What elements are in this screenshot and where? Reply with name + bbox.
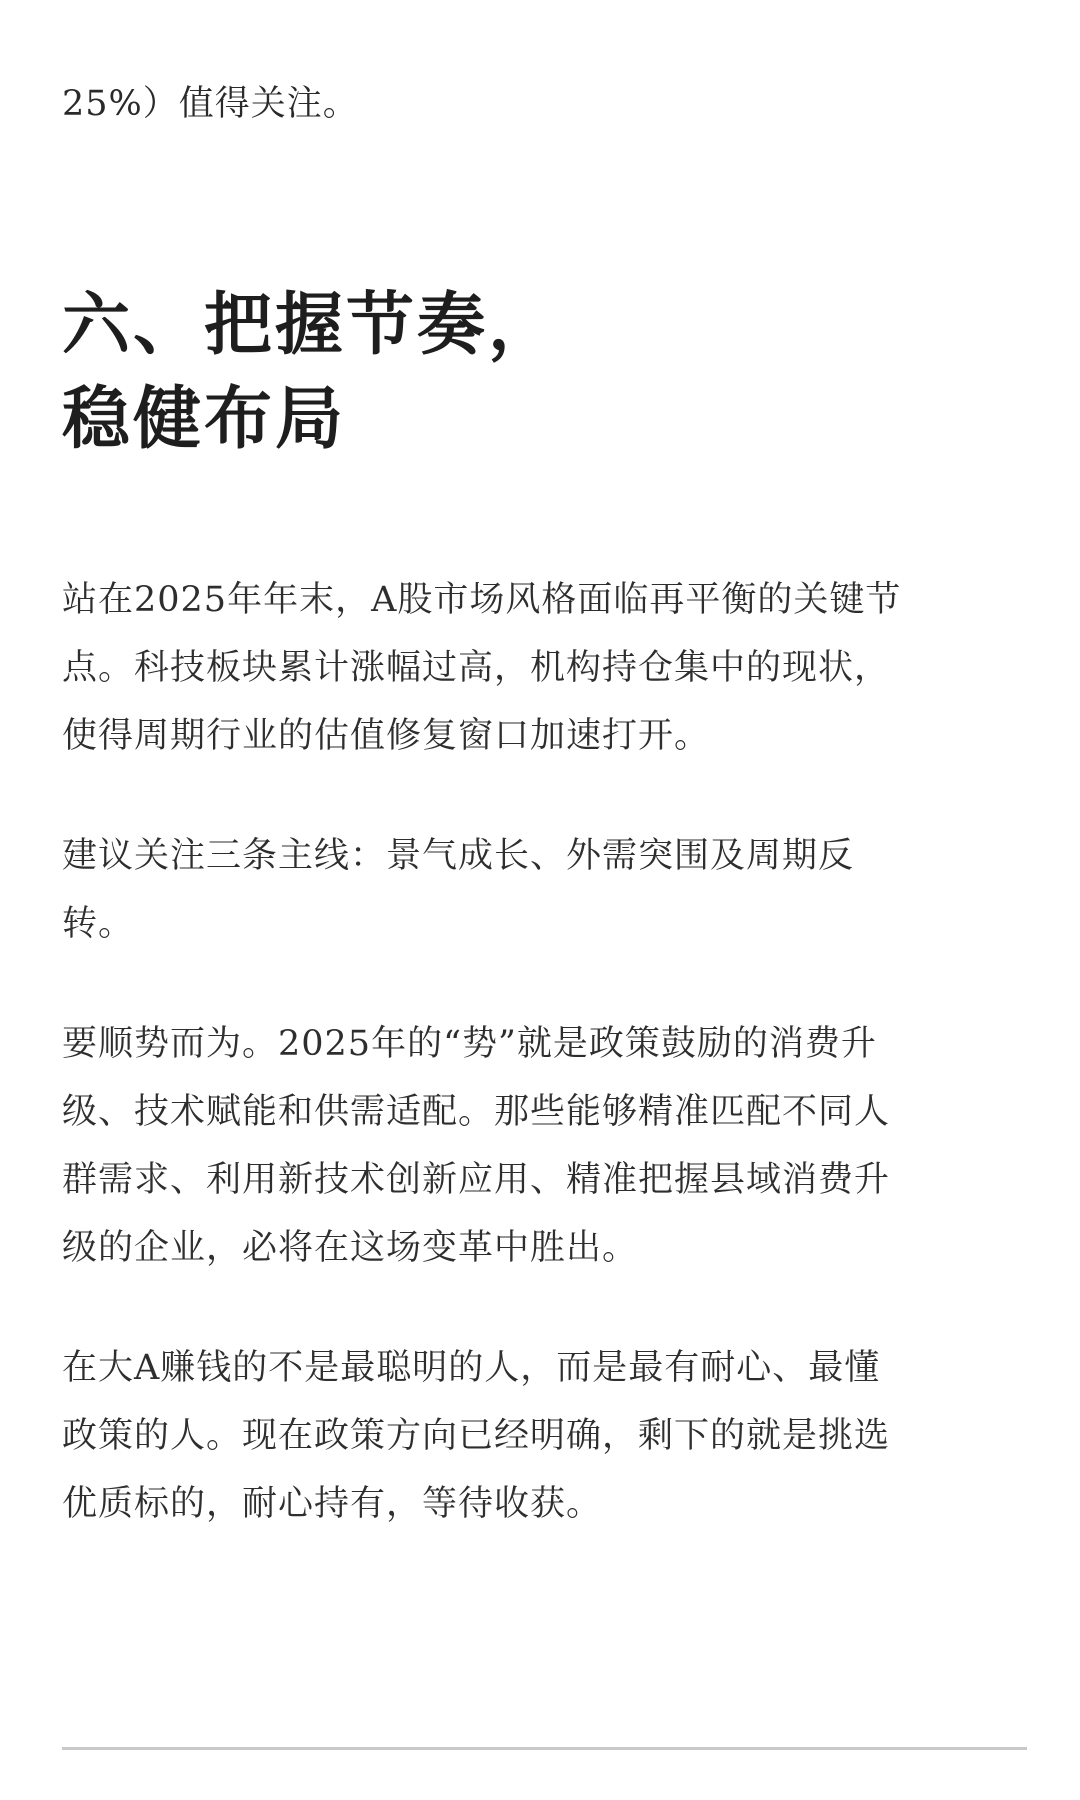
paragraph-line: 转。 [62,904,135,944]
lead-text: 25%）值得关注。 [62,84,359,124]
paragraph-patience [62,1334,890,1538]
paragraph-main-lines [62,822,854,958]
paragraph-line: 使得周期行业的估值修复窗口加速打开。 [62,716,711,756]
paragraph-line: 优质标的，耐心持有，等待收获。 [62,1484,603,1524]
section-heading-line: 稳健布局 [62,379,347,459]
paragraph-line: 在大A赚钱的不是最聪明的人，而是最有耐心、最懂 [62,1348,881,1388]
section-heading [62,278,559,466]
paragraph-line: 级的企业，必将在这场变革中胜出。 [62,1228,639,1268]
paragraph-line: 级、技术赋能和供需适配。那些能够精准匹配不同人 [62,1092,891,1132]
footer-divider [62,1747,1027,1750]
paragraph-market-style [62,566,901,770]
paragraph-line: 建议关注三条主线：景气成长、外需突围及周期反 [62,836,855,876]
paragraph-follow-trend [62,1010,890,1282]
section-heading-line: 六、把握节奏， [62,285,560,365]
paragraph-line: 站在2025年年末，A股市场风格面临再平衡的关键节 [62,580,902,620]
paragraph-line: 政策的人。现在政策方向已经明确，剩下的就是挑选 [62,1416,891,1456]
paragraph-line: 点。科技板块累计涨幅过高，机构持仓集中的现状， [62,648,891,688]
paragraph-line: 要顺势而为。2025年的“势”就是政策鼓励的消费升 [62,1024,877,1064]
paragraph-line: 群需求、利用新技术创新应用、精准把握县域消费升 [62,1160,891,1200]
